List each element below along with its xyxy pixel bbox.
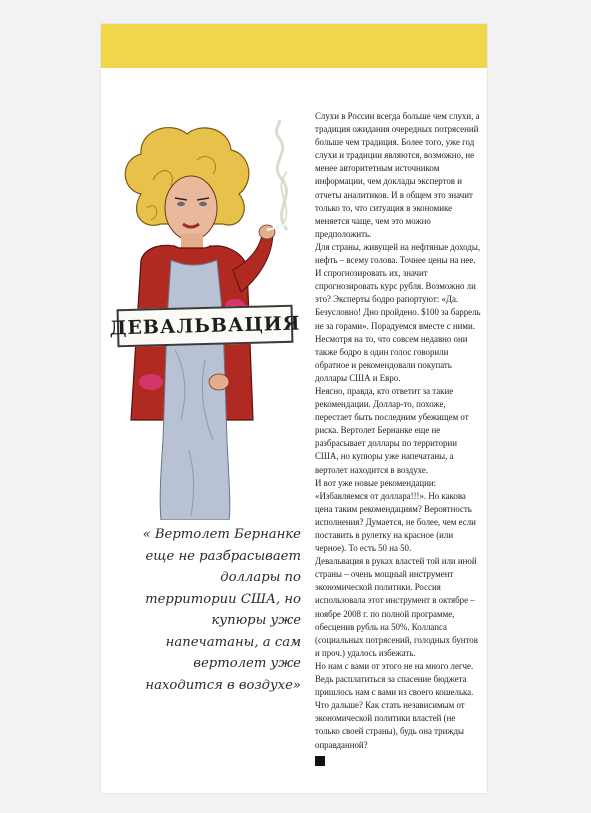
yellow-header-band bbox=[101, 24, 487, 68]
article-paragraph: Неясно, правда, кто ответит за такие рекомендации. Доллар-то, похоже, перестает быть последним убежищем от риска. Вертолет Бернанке еще не разбрасывает доллары по территории США, но купюры уже напечатаны, а вертолет находится в воздухе. bbox=[315, 385, 469, 475]
article-paragraph: Девальвация в руках властей той или иной страны – очень мощный инструмент экономической политики. Россия использовала этот инструмент в октябре – ноябре 2008 г. по полной программе, обесценив рубль на 50%. Коллапса (социальных потрясений, голодных бунтов и проч.) удалось избежать. bbox=[315, 556, 478, 658]
article-paragraph: Для страны, живущей на нефтяные доходы, нефть – всему голова. Точнее цены на нее. И спрогнозировать их, значит спрогнозировать курс рубля. Возможно ли это? Эксперты бодро рапортуют: «Да. Безусловно! Дно пройдено. $100 за баррель не за горами». Порадуемся вместе с ними. Несмотря на то, что совсем недавно они также бодро в один голос говорили обратное и рекомендовали покупать доллары США и Евро. bbox=[315, 241, 481, 383]
article-paragraph: Но нам с вами от этого не на много легче. Ведь расплатиться за спасение бюджета пришлось нам с вами из своего кошелька. Что дальше? Как стать независимым от экономической политики властей (не только своей страны), будь она трижды оправданной? bbox=[315, 660, 474, 750]
magazine-page bbox=[101, 24, 487, 793]
pull-quote: « Вертолет Бернанке еще не разбрасывает доллары по территории США, но купюры уже напечатаны, а сам вертолет уже находится в воздухе» bbox=[142, 527, 301, 693]
article-paragraph: И вот уже новые рекомендации: «Избавляемся от доллара!!!». Но какова цена таким рекомендациям? Вероятность исполнения? Думается, не более, чем если поставить в рулетку на красное (или черное). То есть 50 на 50. bbox=[315, 477, 476, 554]
end-of-article-mark bbox=[315, 756, 325, 766]
devaluation-sign: ДЕВАЛЬВАЦИЯ bbox=[117, 305, 294, 348]
article-paragraph: Слухи в России всегда больше чем слухи, а традиция ожидания очередных потрясений больше чем традиция. Более того, уже год слухи и традиции являются, возможно, не менее авторитетным источником информации, чем доклады экспертов и отчеты аналитиков. И в общем это значит только то, что ситуация в экономике меняется чаще, чем это можно предположить. bbox=[315, 111, 480, 239]
article-text bbox=[315, 110, 481, 766]
